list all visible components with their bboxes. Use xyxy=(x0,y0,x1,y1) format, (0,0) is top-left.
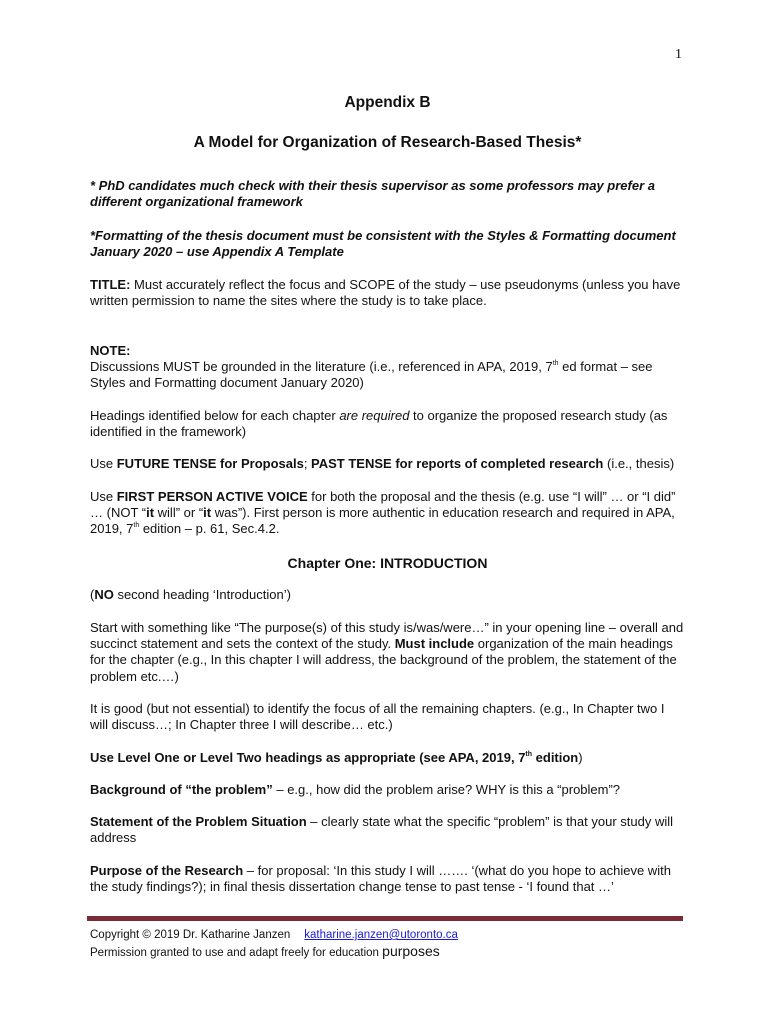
purpose-heading: Purpose of the Research xyxy=(90,862,244,878)
purpose-paragraph xyxy=(90,863,685,896)
statement-heading: Statement of the Problem Situation xyxy=(90,814,307,830)
no-second-heading xyxy=(90,587,685,603)
voice-text: Use xyxy=(90,488,117,504)
headings-text: Headings identified below for each chapter xyxy=(90,407,340,423)
voice-text-3: will” or “ xyxy=(154,504,204,520)
discussions-text-end: ed format – see Styles and Formatting document January 2020) xyxy=(90,359,653,391)
title-label: TITLE: xyxy=(90,277,131,293)
tense-paragraph xyxy=(90,456,685,472)
no-second-text: second heading ‘Introduction’) xyxy=(113,587,291,603)
discussions-text: Discussions MUST be grounded in the literature (i.e., referenced in APA, 2019, 7 xyxy=(90,359,553,375)
page-number: 1 xyxy=(675,47,682,62)
voice-it-2: it xyxy=(203,504,212,520)
past-tense: PAST TENSE for reports of completed research xyxy=(311,456,604,472)
footer-divider xyxy=(87,916,683,921)
tense-text-end: (i.e., thesis) xyxy=(603,456,675,472)
start-text-end: organization of the main headings for the chapter (e.g., In this chapter I will address, the background of the problem, the statement of the problem etc.…) xyxy=(90,636,677,684)
level-paragraph xyxy=(90,750,685,766)
email-link[interactable]: katharine.janzen@utoronto.ca xyxy=(304,929,458,941)
superscript: th xyxy=(552,360,559,368)
headings-text-end: to organize the proposed research study (as identified in the framework) xyxy=(90,407,668,439)
background-heading: Background of “the problem” xyxy=(90,781,273,797)
title-text: Must accurately reflect the focus and SCOPE of the study – use pseudonyms (unless you have written permission to name the sites where the study is to take place. xyxy=(90,277,681,309)
copyright: Copyright © 2019 Dr. Katharine Janzen xyxy=(90,929,291,941)
start-paragraph xyxy=(90,620,685,685)
no-emphasis: NO xyxy=(94,587,114,603)
chapter-heading: Chapter One: INTRODUCTION xyxy=(287,555,488,572)
statement-text: – clearly state what the specific “problem” is that your study will address xyxy=(90,814,673,846)
background-text: – e.g., how did the problem arise? WHY is this a “problem”? xyxy=(272,781,621,797)
document-title: A Model for Organization of Research-Based Thesis* xyxy=(193,134,582,151)
headings-emphasis: are required xyxy=(339,407,410,423)
voice-text-end: edition – p. 61, Sec.4.2. xyxy=(139,521,280,537)
purpose-text: – for proposal: ‘In this study I will ……. ‘(what do you hope to achieve with the study findings?); in final thesis dissertation change tense to past tense - ‘I found that …’ xyxy=(90,862,671,895)
voice-text-2: for both the proposal and the thesis (e.g. use “I will” … or “I did” … (NOT “ xyxy=(90,488,676,520)
appendix-heading: Appendix B xyxy=(344,94,431,111)
start-text: Start with something like “The purpose(s) of this study is/was/were…” in your opening line – overall and succinct statement and sets the context of the study. xyxy=(90,619,684,652)
phd-note: * PhD candidates much check with their thesis supervisor as some professors may prefer a different organizational framework xyxy=(90,178,655,210)
level-text: Use Level One or Level Two headings as appropriate (see APA, 2019, 7 xyxy=(90,749,526,765)
footer-line-2 xyxy=(90,943,458,961)
level-edition: edition xyxy=(532,749,579,765)
formatting-note: *Formatting of the thesis document must be consistent with the Styles & Formatting document January 2020 – use Appendix A Template xyxy=(90,227,676,259)
footer xyxy=(90,927,458,961)
tense-text: Use xyxy=(90,456,117,472)
statement-paragraph xyxy=(90,814,685,847)
permission-text: Permission granted to use and adapt freely for education xyxy=(90,947,383,959)
voice-text-4: was”). First person is more authentic in education research and required in APA, 2019, 7 xyxy=(90,504,675,537)
paren: ( xyxy=(90,587,95,603)
discussions-paragraph xyxy=(90,359,685,392)
superscript: th xyxy=(525,750,533,758)
voice-paragraph xyxy=(90,489,685,538)
superscript: th xyxy=(133,522,140,530)
good-paragraph: It is good (but not essential) to identify the focus of all the remaining chapters. (e.g., In Chapter two I will discuss…; In Chapter three I will describe… etc.) xyxy=(90,700,665,733)
voice-it-1: it xyxy=(146,504,155,520)
tense-separator: ; xyxy=(303,456,312,472)
headings-paragraph xyxy=(90,408,685,441)
purposes-text: purposes xyxy=(382,943,440,959)
document-body xyxy=(90,94,685,895)
background-paragraph xyxy=(90,782,685,798)
future-tense: FUTURE TENSE for Proposals xyxy=(116,456,304,472)
title-paragraph xyxy=(90,277,685,310)
note-label: NOTE: xyxy=(90,342,131,358)
must-include: Must include xyxy=(394,636,475,652)
active-voice: FIRST PERSON ACTIVE VOICE xyxy=(116,488,308,504)
footer-line-1 xyxy=(90,927,458,943)
level-paren: ) xyxy=(578,749,583,765)
